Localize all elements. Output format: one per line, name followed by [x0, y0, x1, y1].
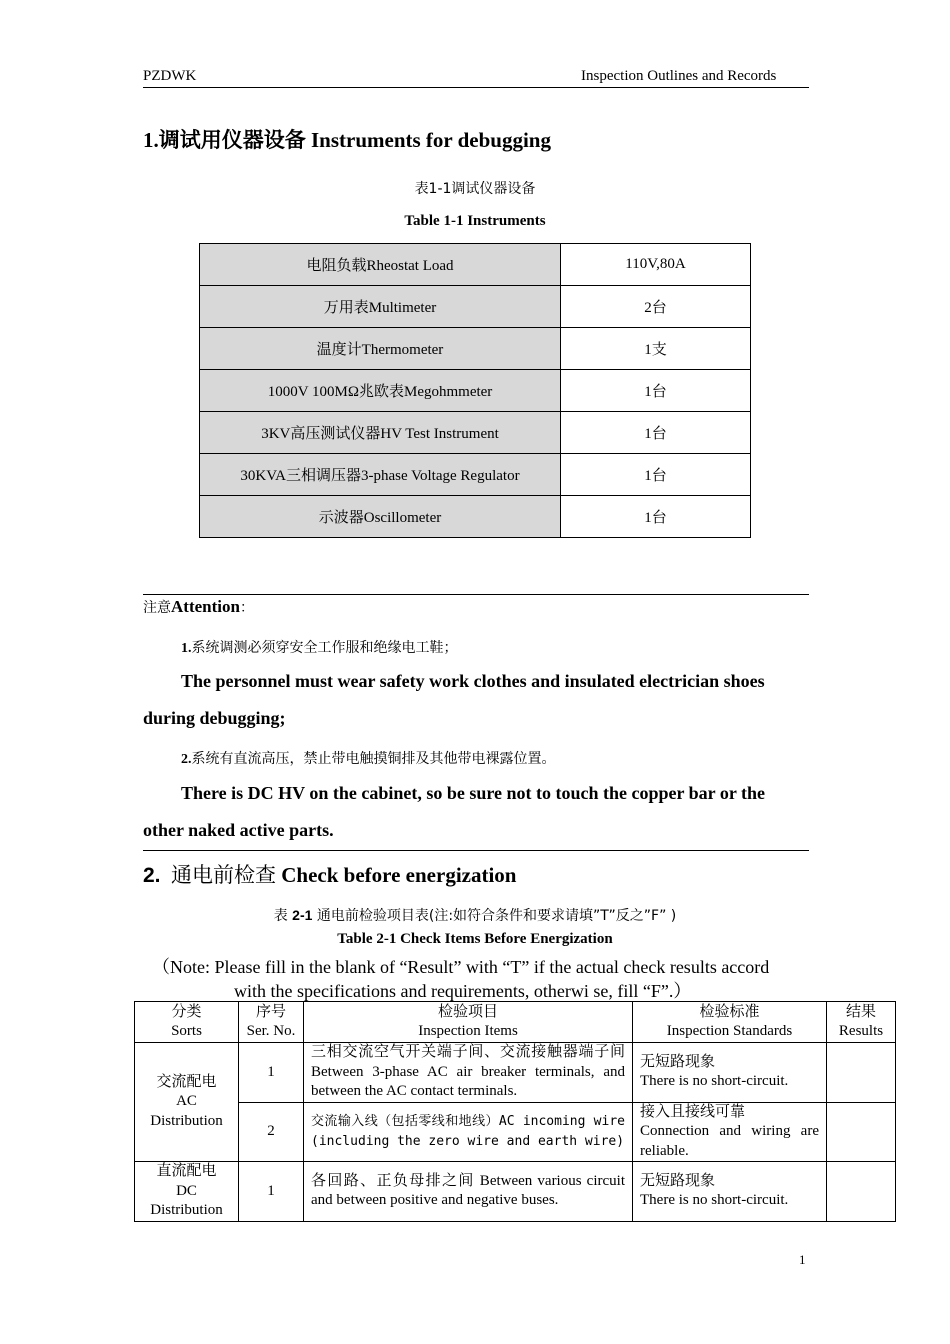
sort-cn: 交流配电	[156, 1073, 217, 1090]
instrument-qty: 1台	[561, 454, 751, 496]
col-header-inspection-items	[304, 1002, 633, 1043]
attention-top-rule	[143, 594, 809, 595]
attention-label-en: Attention	[171, 597, 240, 616]
instrument-qty: 2台	[561, 286, 751, 328]
standard-cn: 无短路现象	[640, 1053, 716, 1070]
instrument-name: 1000V 100MΩ兆欧表Megohmmeter	[200, 370, 561, 412]
col-header-cn: 分类	[171, 1003, 202, 1020]
check-items-table	[134, 1001, 896, 1222]
instrument-qty: 1支	[561, 328, 751, 370]
table1-caption-cn: 表1-1调试仪器设备	[414, 181, 536, 197]
instrument-name: 示波器Oscillometer	[200, 496, 561, 538]
col-header-ser-no	[239, 1002, 304, 1043]
table2-caption-en: Table 2-1 Check Items Before Energization	[337, 931, 613, 947]
table-row	[200, 328, 751, 370]
table-row	[135, 1043, 896, 1103]
instrument-name: 温度计Thermometer	[200, 328, 561, 370]
col-header-en: Inspection Standards	[666, 1023, 793, 1039]
inspection-item-cell: 三相交流空气开关端子间、交流接触器端子间 Between 3-phase AC air breaker terminals, and between the AC contact terminals.	[304, 1043, 633, 1103]
sort-en: AC	[176, 1093, 197, 1110]
note1-cn-text: 系统调测必须穿安全工作服和绝缘电工鞋；	[191, 641, 458, 656]
col-header-results	[827, 1002, 896, 1043]
standard-en: There is no short-circuit.	[640, 1073, 789, 1090]
section2-heading-en: Check before energization	[281, 863, 517, 887]
sort-en: DC	[176, 1182, 197, 1199]
inspection-standard-cell	[633, 1162, 827, 1222]
note1-cn	[181, 637, 458, 657]
sort-cell-ac	[135, 1043, 239, 1162]
col-header-sorts	[135, 1002, 239, 1043]
table2-note-line2: with the specifications and requirements, otherwi se, fill “F”.）	[234, 981, 692, 1001]
section1-heading: 1.调试用仪器设备 Instruments for debugging	[143, 128, 551, 152]
note1-num: 1.	[181, 641, 192, 656]
table2-caption-text: 通电前检验项目表(注:如符合条件和要求请填”T”反之”F” )	[312, 908, 677, 924]
sort-cell-dc	[135, 1162, 239, 1222]
result-cell[interactable]	[827, 1043, 896, 1103]
attention-label	[143, 597, 254, 617]
table-row	[200, 244, 751, 286]
col-header-cn: 结果	[845, 1003, 876, 1020]
result-cell[interactable]	[827, 1102, 896, 1162]
note2-en-line1: There is DC HV on the cabinet, so be sure not to touch the copper bar or the	[181, 783, 766, 803]
header-left: PZDWK	[143, 68, 197, 84]
col-header-cn: 序号	[255, 1003, 286, 1020]
table-row	[200, 496, 751, 538]
note2-en-line2: other naked active parts.	[143, 820, 334, 840]
note2-cn	[181, 748, 556, 768]
standard-cn: 接入且接线可靠	[640, 1103, 746, 1120]
header-rule	[143, 87, 809, 88]
ser-no-cell: 1	[239, 1162, 304, 1222]
instrument-qty: 1台	[561, 496, 751, 538]
page-number: 1	[799, 1252, 806, 1267]
col-header-inspection-standards	[633, 1002, 827, 1043]
col-header-en: Inspection Items	[418, 1023, 518, 1039]
table-row	[135, 1102, 896, 1162]
instrument-name: 30KVA三相调压器3-phase Voltage Regulator	[200, 454, 561, 496]
sort-cn: 直流配电	[156, 1163, 217, 1179]
instrument-name: 万用表Multimeter	[200, 286, 561, 328]
col-header-en: Results	[838, 1023, 884, 1039]
note2-cn-text: 系统有直流高压，禁止带电触摸铜排及其他带电裸露位置。	[191, 752, 556, 767]
col-header-en: Sorts	[171, 1023, 202, 1039]
note1-en-line2: during debugging;	[143, 708, 286, 728]
inspection-standard-cell	[633, 1102, 827, 1162]
standard-cn: 无短路现象	[640, 1172, 716, 1189]
instrument-qty: 1台	[561, 370, 751, 412]
note2-num: 2.	[181, 752, 192, 767]
ser-no-cell: 1	[239, 1043, 304, 1103]
standard-en: There is no short-circuit.	[640, 1192, 789, 1209]
instrument-qty: 110V,80A	[561, 244, 751, 286]
note1-en-line1: The personnel must wear safety work clothes and insulated electrician shoes	[181, 671, 765, 691]
table-row	[200, 286, 751, 328]
result-cell[interactable]	[827, 1162, 896, 1222]
standard-en: Connection and wiring are reliable.	[640, 1123, 819, 1159]
attention-label-cn: 注意	[143, 601, 171, 616]
table-row	[200, 412, 751, 454]
section2-heading	[143, 859, 517, 889]
table-row	[200, 454, 751, 496]
attention-bottom-rule	[143, 850, 809, 851]
instruments-table	[199, 243, 751, 538]
table1-caption-en: Table 1-1 Instruments	[404, 213, 546, 229]
table2-caption-cn	[0, 905, 950, 925]
instrument-name: 3KV高压测试仪器HV Test Instrument	[200, 412, 561, 454]
inspection-item-cell: 各回路、正负母排之间 Between various circuit and between positive and negative buses.	[304, 1162, 633, 1222]
col-header-en: Ser. No.	[246, 1023, 296, 1039]
section2-num: 2.	[143, 864, 161, 887]
table-row	[135, 1162, 896, 1222]
inspection-item-cell: 交流输入线（包括零线和地线）AC incoming wire (including the zero wire and earth wire)	[304, 1102, 633, 1162]
attention-label-suffix: ：	[239, 601, 254, 616]
header-right: Inspection Outlines and Records	[581, 68, 777, 84]
section2-heading-cn: 通电前检查	[171, 863, 277, 887]
instrument-name: 电阻负载Rheostat Load	[200, 244, 561, 286]
table-row	[200, 370, 751, 412]
instrument-qty: 1台	[561, 412, 751, 454]
table2-caption-prefix: 表	[273, 908, 293, 924]
col-header-cn: 检验项目	[437, 1003, 498, 1020]
col-header-cn: 检验标准	[699, 1003, 760, 1020]
table2-note-line1: （Note: Please fill in the blank of “Result” with “T” if the actual check results accord	[152, 957, 770, 977]
table2-caption-num: 2-1	[292, 907, 313, 923]
ser-no-cell: 2	[239, 1102, 304, 1162]
table-header-row	[135, 1002, 896, 1043]
inspection-standard-cell	[633, 1043, 827, 1103]
sort-en: Distribution	[150, 1112, 223, 1129]
sort-en: Distribution	[150, 1202, 223, 1218]
